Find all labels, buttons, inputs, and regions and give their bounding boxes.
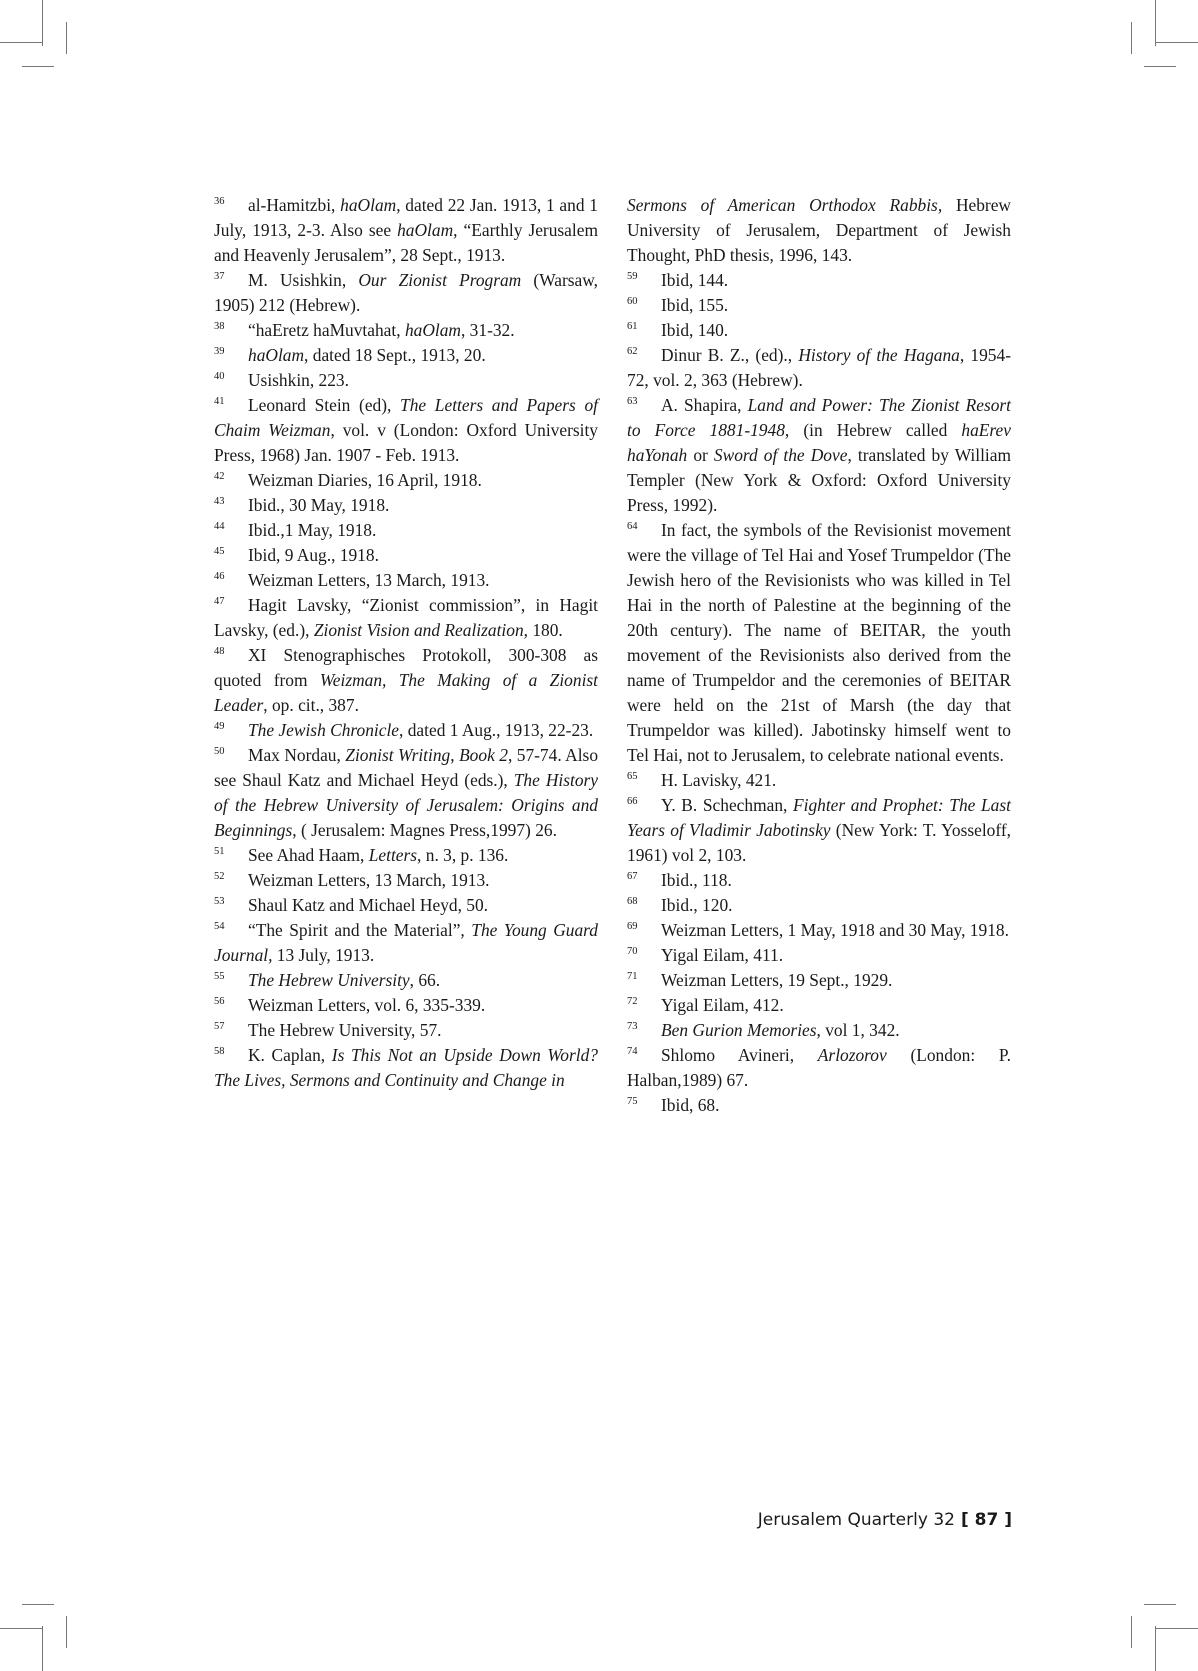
endnote-64: $^{64}$ In fact, the symbols of the Revisionist movement were the village of Tel Hai and Yosef Trumpeldor (The Jewish hero of the Revisionists who was killed in Tel Hai in the north of Palestine at the beginning of the 20th century). The name of BEITAR, the youth movement of the Revisionists also derived from the name of Trumpeldor and the ceremonies of BEITAR were held on the 21st of Marsh (the day that Trumpeldor was killed). Jabotinsky himself went to Tel Hai, not to Jerusalem, to celebrate national events.: [627, 520, 1011, 765]
endnote-52: $^{52}$ Weizman Letters, 13 March, 1913.: [214, 870, 490, 890]
endnote-42: $^{42}$ Weizman Diaries, 16 April, 1918.: [214, 470, 482, 490]
endnote-66: $^{66}$ Y. B. Schechman, Fighter and Prophet: The Last Years of Vladimir Jabotinsky (New York: T. Yosseloff, 1961) vol 2, 103.: [627, 795, 1011, 865]
journal-title: Jerusalem Quarterly 32: [757, 1510, 955, 1530]
crop-mark: [42, 1626, 43, 1671]
endnote-47: $^{47}$ Hagit Lavsky, “Zionist commission”, in Hagit Lavsky, (ed.), Zionist Vision and Realization, 180.: [214, 595, 598, 640]
crop-mark: [42, 0, 43, 46]
endnote-54: $^{54}$ “The Spirit and the Material”, The Young Guard Journal, 13 July, 1913.: [214, 920, 598, 965]
endnote-48: $^{48}$ XI Stenographisches Protokoll, 300-308 as quoted from Weizman, The Making of a Zionist Leader, op. cit., 387.: [214, 645, 599, 715]
endnote-68: $^{68}$ Ibid., 120.: [627, 895, 733, 915]
crop-mark: [0, 1628, 42, 1629]
endnote-63: $^{63}$ A. Shapira, Land and Power: The Zionist Resort to Force 1881-1948, (in Hebrew called haErev haYonah or Sword of the Dove, translated by William Templer (New York & Oxford: Oxford University Press, 1992).: [627, 395, 1012, 515]
endnote-70: $^{70}$ Yigal Eilam, 411.: [627, 945, 784, 965]
endnote-58-start: $^{58}$ K. Caplan, Is This Not an Upside Down World? The Lives, Sermons and Continuity and Change in: [214, 1045, 598, 1090]
endnotes-left-column: [214, 193, 598, 1093]
crop-mark: [1156, 42, 1198, 43]
crop-mark: [66, 1616, 67, 1648]
crop-mark: [22, 66, 54, 67]
crop-mark: [1131, 22, 1132, 54]
running-footer: [758, 1510, 1012, 1530]
endnote-50: $^{50}$ Max Nordau, Zionist Writing, Book 2, 57-74. Also see Shaul Katz and Michael Heyd (eds.), The History of the Hebrew University of Jerusalem: Origins and Beginnings, ( Jerusalem: Magnes Press,1997) 26.: [214, 745, 599, 840]
endnote-45: $^{45}$ Ibid, 9 Aug., 1918.: [214, 545, 379, 565]
endnote-41: $^{41}$ Leonard Stein (ed), The Letters and Papers of Chaim Weizman, vol. v (London: Oxford University Press, 1968) Jan. 1907 - Feb. 1913.: [214, 395, 598, 465]
crop-mark: [1156, 1628, 1198, 1629]
endnote-56: $^{56}$ Weizman Letters, vol. 6, 335-339.: [214, 995, 486, 1015]
endnote-53: $^{53}$ Shaul Katz and Michael Heyd, 50.: [214, 895, 489, 915]
crop-mark: [22, 1604, 54, 1605]
endnote-36: $^{36}$ al-Hamitzbi, haOlam, dated 22 Jan. 1913, 1 and 1 July, 1913, 2-3. Also see haOlam, “Earthly Jerusalem and Heavenly Jerusalem”, 28 Sept., 1913.: [214, 195, 598, 265]
crop-mark: [66, 22, 67, 54]
endnote-60: $^{60}$ Ibid, 155.: [627, 295, 729, 315]
endnote-73: $^{73}$ Ben Gurion Memories, vol 1, 342.: [627, 1020, 900, 1040]
endnote-46: $^{46}$ Weizman Letters, 13 March, 1913.: [214, 570, 490, 590]
page-number: [ 87 ]: [960, 1510, 1012, 1530]
endnote-55: $^{55}$ The Hebrew University, 66.: [214, 970, 441, 990]
endnote-65: $^{65}$ H. Lavisky, 421.: [627, 770, 777, 790]
endnote-38: $^{38}$ “haEretz haMuvtahat, haOlam, 31-32.: [214, 320, 515, 340]
crop-mark: [0, 42, 42, 43]
endnote-49: $^{49}$ The Jewish Chronicle, dated 1 Aug., 1913, 22-23.: [214, 720, 594, 740]
endnote-61: $^{61}$ Ibid, 140.: [627, 320, 729, 340]
endnote-74: $^{74}$ Shlomo Avineri, Arlozorov (London: P. Halban,1989) 67.: [627, 1045, 1011, 1090]
note-58-title-part2: Sermons of American Orthodox Rabbis,: [627, 195, 943, 215]
endnote-43: $^{43}$ Ibid., 30 May, 1918.: [214, 495, 390, 515]
crop-mark: [1144, 66, 1176, 67]
crop-mark: [1131, 1616, 1132, 1648]
endnote-72: $^{72}$ Yigal Eilam, 412.: [627, 995, 784, 1015]
endnote-75: $^{75}$ Ibid, 68.: [627, 1095, 720, 1115]
endnote-59: $^{59}$ Ibid, 144.: [627, 270, 729, 290]
endnote-51: $^{51}$ See Ahad Haam, Letters, n. 3, p. 136.: [214, 845, 509, 865]
endnote-44: $^{44}$ Ibid.,1 May, 1918.: [214, 520, 377, 540]
endnote-67: $^{67}$ Ibid., 118.: [627, 870, 732, 890]
crop-mark: [1144, 1604, 1176, 1605]
endnote-69: $^{69}$ Weizman Letters, 1 May, 1918 and 30 May, 1918.: [627, 920, 1009, 940]
note-58-title-part1: Is This Not an Upside Down World? The Lives, Sermons and Continuity and Change in: [214, 1045, 598, 1090]
endnote-57: $^{57}$ The Hebrew University, 57.: [214, 1020, 442, 1040]
endnotes-right-column: [627, 193, 1011, 1118]
endnote-58-continued: Sermons of American Orthodox Rabbis, Hebrew University of Jerusalem, Department of Jewish Thought, PhD thesis, 1996, 143.: [627, 195, 1011, 265]
crop-mark: [1155, 0, 1156, 46]
endnote-37: $^{37}$ M. Usishkin, Our Zionist Program (Warsaw, 1905) 212 (Hebrew).: [214, 270, 599, 315]
crop-mark: [1155, 1626, 1156, 1671]
endnote-62: $^{62}$ Dinur B. Z., (ed)., History of the Hagana, 1954-72, vol. 2, 363 (Hebrew).: [627, 345, 1011, 390]
endnote-71: $^{71}$ Weizman Letters, 19 Sept., 1929.: [627, 970, 893, 990]
endnote-40: $^{40}$ Usishkin, 223.: [214, 370, 349, 390]
endnote-39: $^{39}$ haOlam, dated 18 Sept., 1913, 20.: [214, 345, 486, 365]
